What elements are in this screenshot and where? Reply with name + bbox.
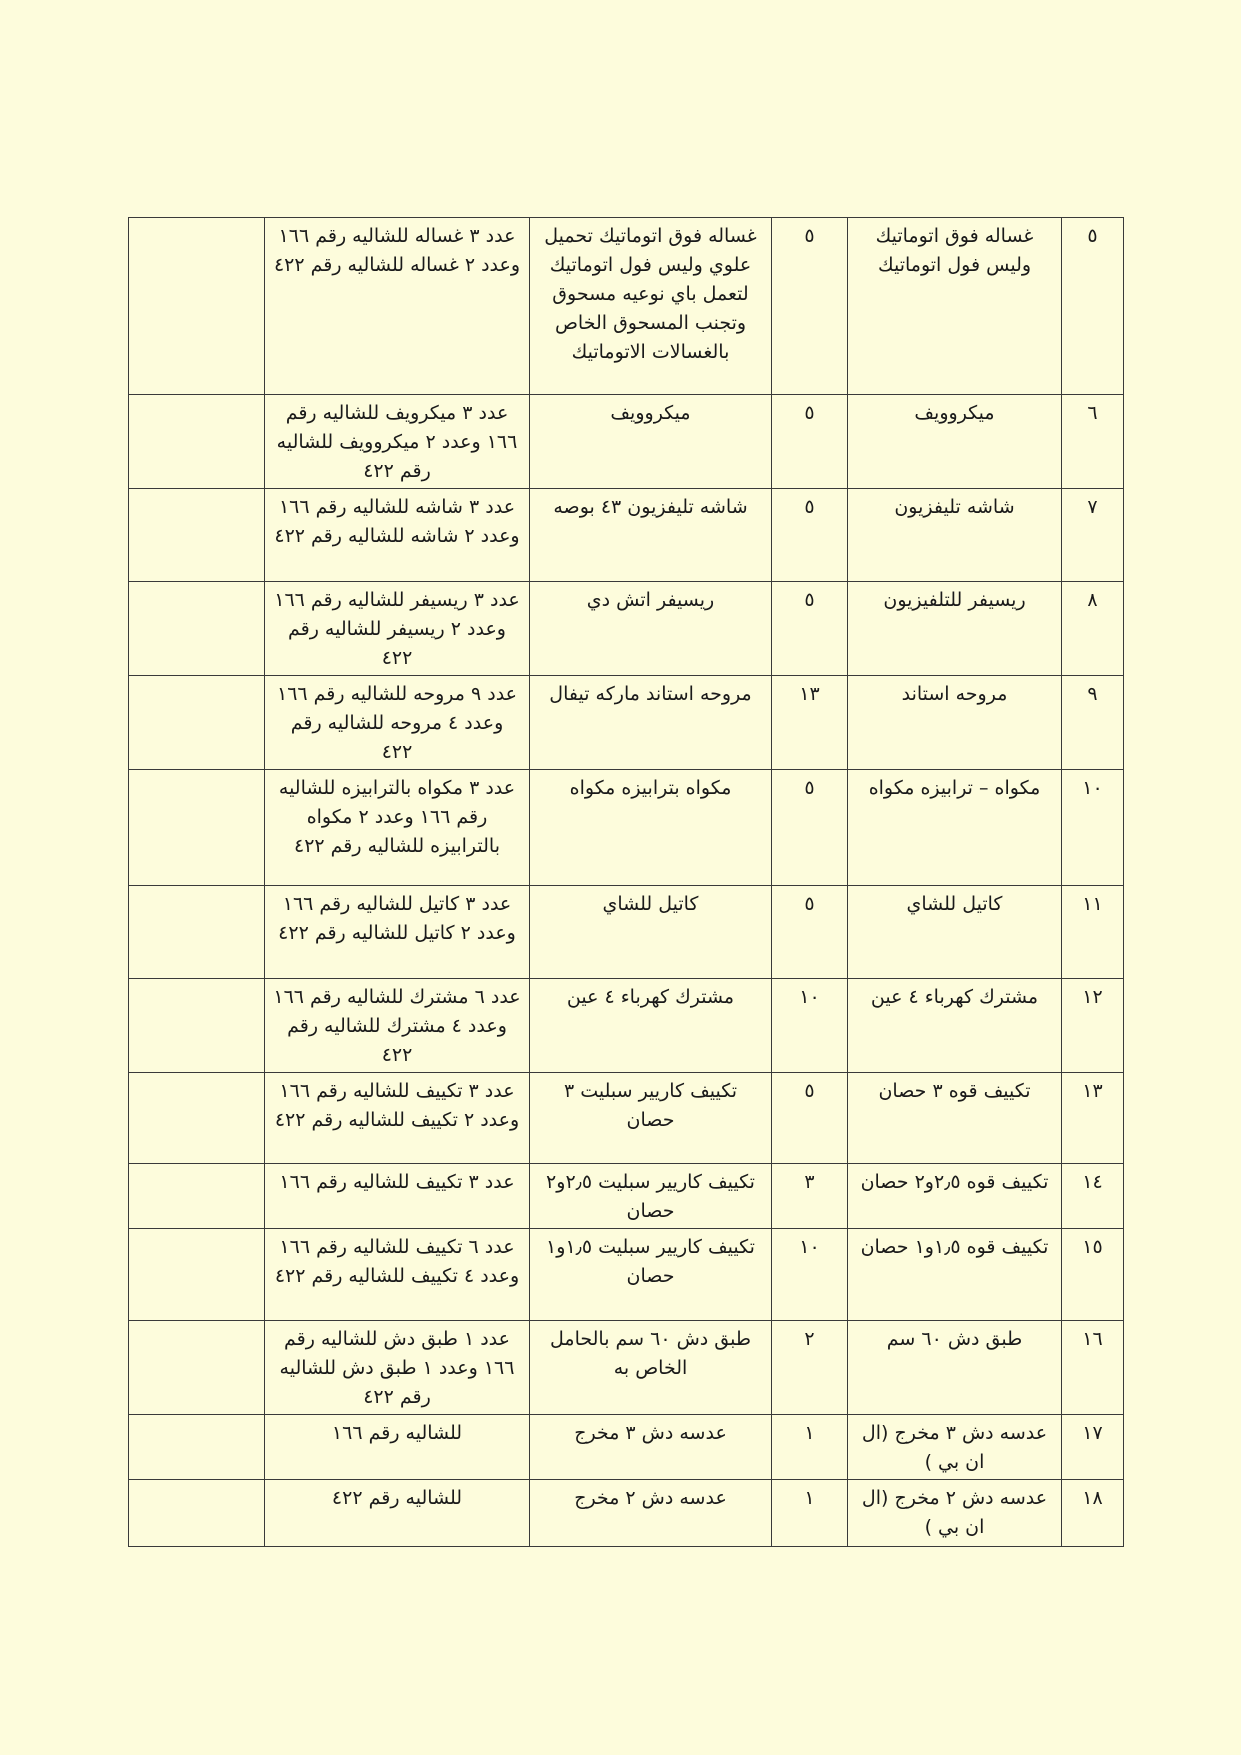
item-quantity: ١: [772, 1480, 848, 1547]
empty-cell: [129, 1073, 265, 1164]
item-quantity: ٥: [772, 218, 848, 395]
empty-cell: [129, 1480, 265, 1547]
row-number: ٦: [1062, 395, 1124, 489]
item-quantity: ٢: [772, 1321, 848, 1415]
item-specification: ريسيفر اتش دي: [530, 582, 772, 676]
item-distribution: عدد ٣ ريسيفر للشاليه رقم ١٦٦ وعدد ٢ ريسيفر للشاليه رقم ٤٢٢: [265, 582, 530, 676]
item-name: مروحه استاند: [848, 676, 1062, 770]
item-specification: تكييف كاريير سبليت ٢٫٥و٢ حصان: [530, 1164, 772, 1229]
table-row: [129, 1415, 1124, 1480]
item-quantity: ١٠: [772, 979, 848, 1073]
empty-cell: [129, 395, 265, 489]
item-quantity: ١٠: [772, 1229, 848, 1321]
item-specification: عدسه دش ٢ مخرج: [530, 1480, 772, 1547]
item-specification: عدسه دش ٣ مخرج: [530, 1415, 772, 1480]
row-number: ٩: [1062, 676, 1124, 770]
item-name: تكييف قوه ١٫٥و١ حصان: [848, 1229, 1062, 1321]
empty-cell: [129, 886, 265, 979]
item-quantity: ٥: [772, 489, 848, 582]
item-distribution: للشاليه رقم ١٦٦: [265, 1415, 530, 1480]
item-specification: ميكروويف: [530, 395, 772, 489]
item-specification: طبق دش ٦٠ سم بالحامل الخاص به: [530, 1321, 772, 1415]
empty-cell: [129, 582, 265, 676]
empty-cell: [129, 676, 265, 770]
empty-cell: [129, 489, 265, 582]
item-distribution: للشاليه رقم ٤٢٢: [265, 1480, 530, 1547]
empty-cell: [129, 1164, 265, 1229]
item-name: ميكروويف: [848, 395, 1062, 489]
row-number: ٧: [1062, 489, 1124, 582]
table-row: [129, 1073, 1124, 1164]
table-row: [129, 1480, 1124, 1547]
item-quantity: ١: [772, 1415, 848, 1480]
item-quantity: ١٣: [772, 676, 848, 770]
item-name: تكييف قوه ٢٫٥و٢ حصان: [848, 1164, 1062, 1229]
row-number: ١٥: [1062, 1229, 1124, 1321]
item-distribution: عدد ٣ تكييف للشاليه رقم ١٦٦ وعدد ٢ تكييف للشاليه رقم ٤٢٢: [265, 1073, 530, 1164]
item-distribution: عدد ٣ كاتيل للشاليه رقم ١٦٦ وعدد ٢ كاتيل للشاليه رقم ٤٢٢: [265, 886, 530, 979]
row-number: ٥: [1062, 218, 1124, 395]
item-distribution: عدد ٦ تكييف للشاليه رقم ١٦٦ وعدد ٤ تكييف للشاليه رقم ٤٢٢: [265, 1229, 530, 1321]
item-quantity: ٥: [772, 395, 848, 489]
item-distribution: عدد ٣ شاشه للشاليه رقم ١٦٦ وعدد ٢ شاشه للشاليه رقم ٤٢٢: [265, 489, 530, 582]
empty-cell: [129, 979, 265, 1073]
item-specification: غساله فوق اتوماتيك تحميل علوي وليس فول اتوماتيك لتعمل باي نوعيه مسحوق وتجنب المسحوق الخاص بالغسالات الاتوماتيك: [530, 218, 772, 395]
table-row: [129, 1164, 1124, 1229]
item-quantity: ٥: [772, 582, 848, 676]
item-specification: مكواه بترابيزه مكواه: [530, 770, 772, 886]
item-specification: كاتيل للشاي: [530, 886, 772, 979]
empty-cell: [129, 1321, 265, 1415]
item-distribution: عدد ٣ ميكرويف للشاليه رقم ١٦٦ وعدد ٢ ميكروويف للشاليه رقم ٤٢٢: [265, 395, 530, 489]
item-distribution: عدد ٣ تكييف للشاليه رقم ١٦٦: [265, 1164, 530, 1229]
table-row: [129, 395, 1124, 489]
item-distribution: عدد ٩ مروحه للشاليه رقم ١٦٦ وعدد ٤ مروحه للشاليه رقم ٤٢٢: [265, 676, 530, 770]
item-name: عدسه دش ٢ مخرج (ال ان بي ): [848, 1480, 1062, 1547]
empty-cell: [129, 1415, 265, 1480]
item-distribution: عدد ١ طبق دش للشاليه رقم ١٦٦ وعدد ١ طبق دش للشاليه رقم ٤٢٢: [265, 1321, 530, 1415]
row-number: ٨: [1062, 582, 1124, 676]
item-quantity: ٥: [772, 886, 848, 979]
item-name: شاشه تليفزيون: [848, 489, 1062, 582]
row-number: ١٦: [1062, 1321, 1124, 1415]
item-name: كاتيل للشاي: [848, 886, 1062, 979]
item-name: مكواه – ترابيزه مكواه: [848, 770, 1062, 886]
empty-cell: [129, 770, 265, 886]
table-row: [129, 1229, 1124, 1321]
item-name: مشترك كهرباء ٤ عين: [848, 979, 1062, 1073]
item-specification: شاشه تليفزيون ٤٣ بوصه: [530, 489, 772, 582]
table-row: [129, 770, 1124, 886]
table-row: [129, 218, 1124, 395]
row-number: ١٤: [1062, 1164, 1124, 1229]
row-number: ١٧: [1062, 1415, 1124, 1480]
table-row: [129, 1321, 1124, 1415]
row-number: ١٣: [1062, 1073, 1124, 1164]
item-specification: تكييف كاريير سبليت ١٫٥و١ حصان: [530, 1229, 772, 1321]
item-name: تكييف قوه ٣ حصان: [848, 1073, 1062, 1164]
item-specification: مشترك كهرباء ٤ عين: [530, 979, 772, 1073]
item-specification: تكييف كاريير سبليت ٣ حصان: [530, 1073, 772, 1164]
item-quantity: ٥: [772, 770, 848, 886]
item-name: ريسيفر للتلفيزيون: [848, 582, 1062, 676]
empty-cell: [129, 218, 265, 395]
item-distribution: عدد ٣ مكواه بالترابيزه للشاليه رقم ١٦٦ وعدد ٢ مكواه بالترابيزه للشاليه رقم ٤٢٢: [265, 770, 530, 886]
row-number: ١٨: [1062, 1480, 1124, 1547]
item-quantity: ٥: [772, 1073, 848, 1164]
item-specification: مروحه استاند ماركه تيفال: [530, 676, 772, 770]
table-row: [129, 489, 1124, 582]
table-row: [129, 582, 1124, 676]
table-row: [129, 886, 1124, 979]
row-number: ١٠: [1062, 770, 1124, 886]
item-name: غساله فوق اتوماتيك وليس فول اتوماتيك: [848, 218, 1062, 395]
item-name: عدسه دش ٣ مخرج (ال ان بي ): [848, 1415, 1062, 1480]
table-row: [129, 676, 1124, 770]
item-distribution: عدد ٦ مشترك للشاليه رقم ١٦٦ وعدد ٤ مشترك للشاليه رقم ٤٢٢: [265, 979, 530, 1073]
empty-cell: [129, 1229, 265, 1321]
item-quantity: ٣: [772, 1164, 848, 1229]
item-distribution: عدد ٣ غساله للشاليه رقم ١٦٦ وعدد ٢ غساله للشاليه رقم ٤٢٢: [265, 218, 530, 395]
row-number: ١٢: [1062, 979, 1124, 1073]
items-table: [128, 217, 1124, 1547]
item-name: طبق دش ٦٠ سم: [848, 1321, 1062, 1415]
table-row: [129, 979, 1124, 1073]
row-number: ١١: [1062, 886, 1124, 979]
